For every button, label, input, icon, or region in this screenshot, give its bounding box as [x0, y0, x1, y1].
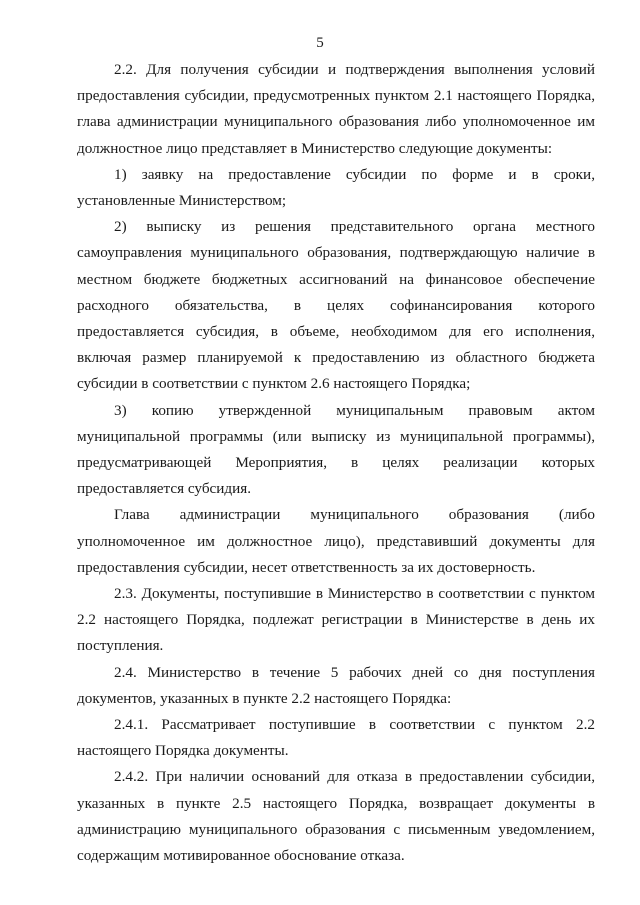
paragraph-2-4-1: 2.4.1. Рассматривает поступившие в соответствии с пунктом 2.2 настоящего Порядка документы. [77, 716, 595, 760]
paragraph-2-4-2: 2.4.2. При наличии оснований для отказа в предоставлении субсидии, указанных в пункте 2.5 настоящего Порядка, возвращает документы в администрацию муниципального образования с письменным уведомлением, содержащим мотивированное обоснование отказа. [77, 768, 595, 865]
paragraph-item-2: 2) выписку из решения представительного органа местного самоуправления муниципального образования, подтверждающую наличие в местном бюджете бюджетных ассигнований на финансовое обеспечение расходного обязательства, в целях софинансирования которого предоставляется субсидия, в объеме, необходимом для его исполнения, включая размер планируемой к предоставлению из областного бюджета субсидии в соответствии с пунктом 2.6 настоящего Порядка; [77, 218, 595, 393]
page-number: 5 [316, 35, 324, 51]
paragraph-2-2: 2.2. Для получения субсидии и подтверждения выполнения условий предоставления субсидии, предусмотренных пунктом 2.1 настоящего Порядка, глава администрации муниципального образования либо уполномоченное им должностное лицо представляет в Министерство следующие документы: [77, 61, 595, 157]
paragraph-item-1: 1) заявку на предоставление субсидии по форме и в сроки, установленные Министерством; [77, 165, 595, 210]
document-body [77, 57, 595, 869]
paragraph-item-3: 3) копию утвержденной муниципальным правовым актом муниципальной программы (или выписку из муниципальной программы), предусматривающей Мероприятия, в целях реализации которых предоставляется субсидия. [77, 401, 595, 498]
paragraph-responsibility: Глава администрации муниципального образования (либо уполномоченное им должностное лицо), представивший документы для предоставления субсидии, несет ответственность за их достоверность. [77, 506, 595, 576]
paragraph-2-4: 2.4. Министерство в течение 5 рабочих дней со дня поступления документов, указанных в пункте 2.2 настоящего Порядка: [77, 663, 595, 707]
paragraph-2-3: 2.3. Документы, поступившие в Министерство в соответствии с пунктом 2.2 настоящего Порядка, подлежат регистрации в Министерстве в день их поступления. [77, 585, 595, 655]
